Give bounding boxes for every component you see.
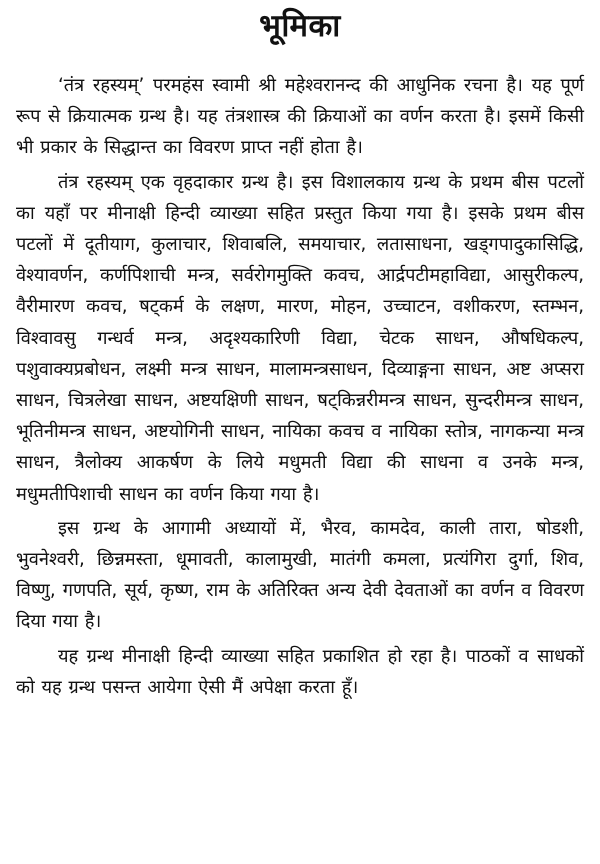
paragraph-upcoming-chapters: इस ग्रन्थ के आगामी अध्यायों में, भैरव, कामदेव, काली तारा, षोडशी, भुवनेश्वरी, छिन्नमस्ता, धूमावती, कालामुखी, मातंगी कमला, प्रत्यंगिरा दुर्गा, शिव, विष्णु, गणपति, सूर्य, कृष्ण, राम के अतिरिक्त अन्य देवी देवताओं का वर्णन व विवरण दिया गया है।	[16, 517, 584, 633]
paragraph-closing: यह ग्रन्थ मीनाक्षी हिन्दी व्याख्या सहित प्रकाशित हो रहा है। पाठकों व साधकों को यह ग्रन्थ पसन्त आयेगा ऐसी मैं अपेक्षा करता हूँ।	[16, 645, 584, 698]
body-text	[16, 70, 584, 706]
paragraph-contents: तंत्र रहस्यम् एक वृहदाकार ग्रन्थ है। इस विशालकाय ग्रन्थ के प्रथम बीस पटलों का यहाँ पर मीनाक्षी हिन्दी व्याख्या सहित प्रस्तुत किया गया है। इसके प्रथम बीस पटलों में दूतीयाग, कुलाचार, शिवाबलि, समयाचार, लतासाधना, खड्गपादुकासिद्धि, वेश्यावर्णन, कर्णपिशाची मन्त्र, सर्वरोगमुक्ति कवच, आर्द्रपटीमहाविद्या, आसुरीकल्प, वैरीमारण कवच, षट्कर्म के लक्षण, मारण, मोहन, उच्चाटन, वशीकरण, स्तम्भन, विश्वावसु गन्धर्व मन्त्र, अदृश्यकारिणी विद्या, चेटक साधन, औषधिकल्प, पशुवाक्यप्रबोधन, लक्ष्मी मन्त्र साधन, मालामन्त्रसाधन, दिव्याङ्गना साधन, अष्ट अप्सरा साधन, चित्रलेखा साधन, अष्टयक्षिणी साधन, षट्किन्नरीमन्त्र साधन, सुन्दरीमन्त्र साधन, भूतिनीमन्त्र साधन, अष्टयोगिनी साधन, नायिका कवच व नायिका स्तोत्र, नागकन्या मन्त्र साधन, त्रैलोक्य आकर्षण के लिये मधुमती विद्या की साधना व उनके मन्त्र, मधुमतीपिशाची साधन का वर्णन किया गया है।	[16, 171, 584, 505]
page-title: भूमिका	[259, 8, 341, 44]
paragraph-intro: ‘तंत्र रहस्यम्’ परमहंस स्वामी श्री महेश्वरानन्द की आधुनिक रचना है। यह पूर्ण रूप से क्रियात्मक ग्रन्थ है। यह तंत्रशास्त्र की क्रियाओं का वर्णन करता है। इसमें किसी भी प्रकार के सिद्धान्त का विवरण प्राप्त नहीं होता है।	[16, 75, 584, 159]
